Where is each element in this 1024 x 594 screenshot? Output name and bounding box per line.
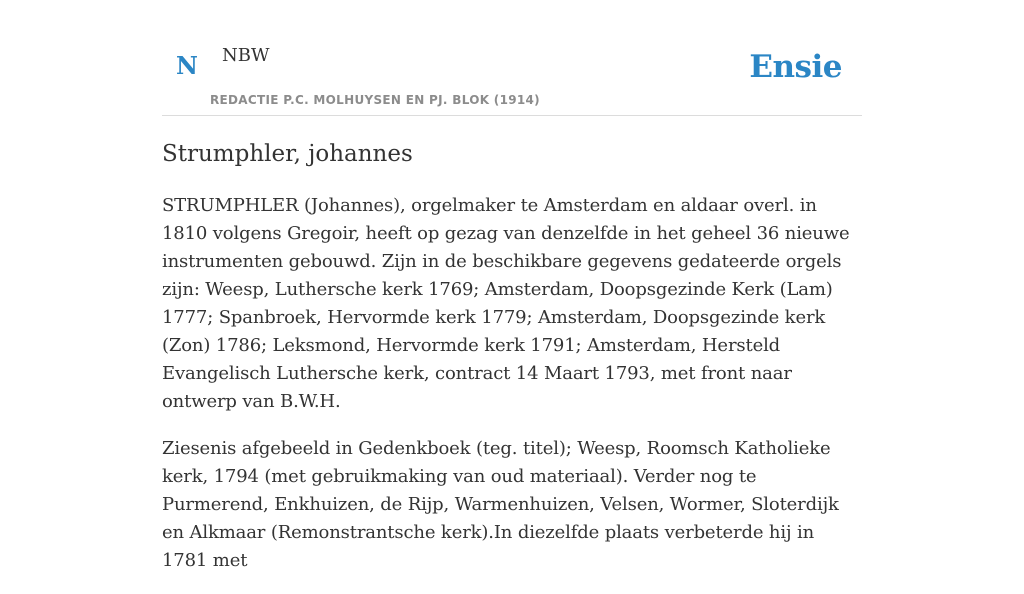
editors-line: REDACTIE P.C. MOLHUYSEN EN PJ. BLOK (1914) (210, 93, 540, 107)
article-body (162, 192, 852, 594)
brand-logo[interactable]: Ensie (749, 49, 842, 85)
work-logo-letter[interactable]: N (176, 51, 198, 80)
header (162, 0, 862, 116)
article-paragraph: STRUMPHLER (Johannes), orgelmaker te Amsterdam en aldaar overl. in 1810 volgens Gregoir, heeft op gezag van denzelfde in het geheel 36 nieuwe instrumenten gebouwd. Zijn in de beschikbare gegevens gedateerde orgels zijn: Weesp, Luthersche kerk 1769; Amsterdam, Doopsgezinde Kerk (Lam) 1777; Spanbroek, Hervormde kerk 1779; Amsterdam, Doopsgezinde kerk (Zon) 1786; Leksmond, Hervormde kerk 1791; Amsterdam, Hersteld Evangelisch Luthersche kerk, contract 14 Maart 1793, met front naar ontwerp van B.W.H. (162, 195, 850, 412)
work-title[interactable]: NBW (222, 45, 270, 66)
article-paragraph: Ziesenis afgebeeld in Gedenkboek (teg. titel); Weesp, Roomsch Katholieke kerk, 1794 (met gebruikmaking van oud materiaal). Verder nog te Purmerend, Enkhuizen, de Rijp, Warmenhuizen, Velsen, Wormer, Sloterdijk en Alkmaar (Remonstrantsche kerk).In diezelfde plaats verbeterde hij in 1781 met (162, 438, 839, 571)
page-title: Strumphler, johannes (162, 141, 413, 167)
